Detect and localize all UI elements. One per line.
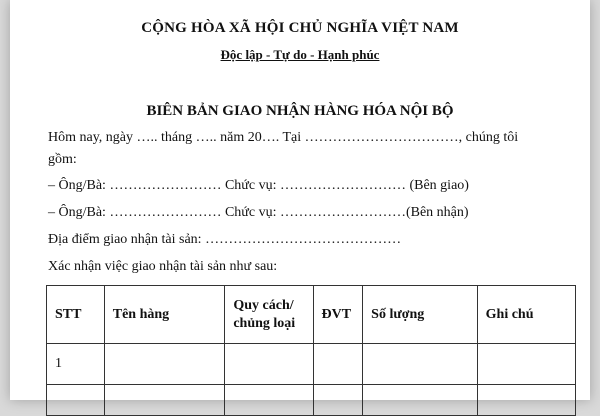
cell-item-name (104, 385, 225, 416)
header-quantity: Số lượng (363, 286, 478, 344)
header-spec-line2: chủng loại (233, 315, 296, 331)
header-stt: STT (47, 286, 105, 344)
header-item-name: Tên hàng (104, 286, 225, 344)
cell-unit (313, 344, 363, 385)
table-row (47, 385, 576, 416)
header-note: Ghi chú (477, 286, 575, 344)
cell-quantity (363, 385, 478, 416)
cell-specification (225, 344, 313, 385)
cell-item-name (104, 344, 225, 385)
cell-stt: 1 (47, 344, 105, 385)
goods-table (46, 285, 576, 416)
cell-note (477, 344, 575, 385)
national-motto: Độc lập - Tự do - Hạnh phúc (220, 47, 380, 62)
confirmation-line: Xác nhận việc giao nhận tài sản như sau: (48, 259, 278, 274)
party-giver-line: – Ông/Bà: …………………… Chức vụ: ……………………… (Bên giao) (48, 178, 469, 193)
cell-quantity (363, 344, 478, 385)
cell-unit (313, 385, 363, 416)
intro-line-continuation: gồm: (48, 152, 77, 167)
location-line: Địa điểm giao nhận tài sản: …………………………………… (48, 232, 402, 247)
header-specification (225, 286, 313, 344)
header-spec-line1: Quy cách/ (233, 297, 294, 313)
cell-stt (47, 385, 105, 416)
intro-line: Hôm nay, ngày ….. tháng ….. năm 20…. Tại ……………………………, chúng tôi (48, 130, 519, 145)
party-receiver-line: – Ông/Bà: …………………… Chức vụ: ………………………(Bên nhận) (48, 205, 469, 220)
national-header: CỘNG HÒA XÃ HỘI CHỦ NGHĨA VIỆT NAM (141, 20, 459, 36)
cell-note (477, 385, 575, 416)
document-title: BIÊN BẢN GIAO NHẬN HÀNG HÓA NỘI BỘ (146, 103, 454, 119)
table-row (47, 344, 576, 385)
document-page (10, 0, 590, 400)
cell-specification (225, 385, 313, 416)
table-header-row (47, 286, 576, 344)
header-unit: ĐVT (313, 286, 363, 344)
